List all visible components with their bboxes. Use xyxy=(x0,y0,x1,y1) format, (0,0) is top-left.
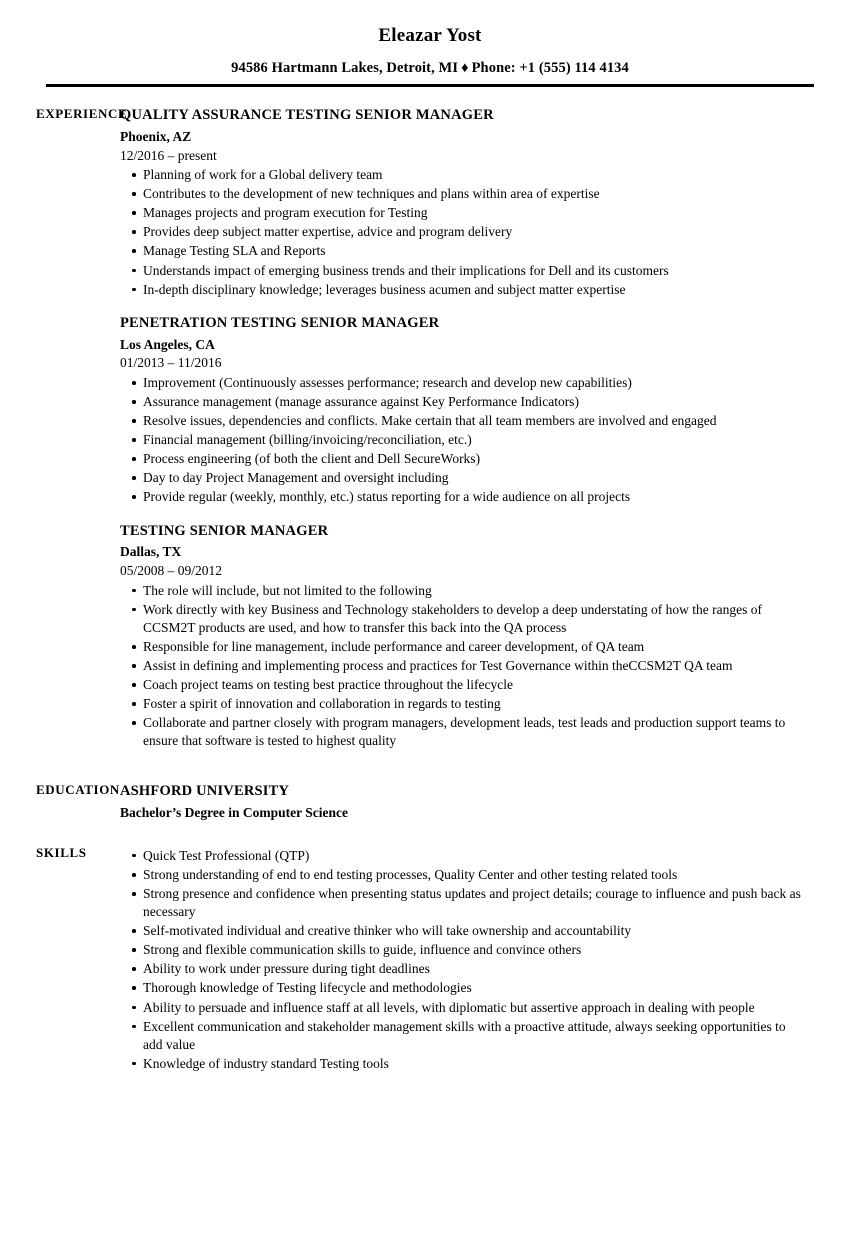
list-item: Financial management (billing/invoicing/reconciliation, etc.) xyxy=(120,431,808,449)
contact-phone: Phone: +1 (555) 114 4134 xyxy=(471,59,629,76)
list-item: Improvement (Continuously assesses performance; research and develop new capabilities) xyxy=(120,374,808,392)
resume-header xyxy=(0,0,860,87)
job-dates: 01/2013 – 11/2016 xyxy=(120,355,222,371)
section-experience xyxy=(0,106,860,751)
job-location: Phoenix, AZ xyxy=(120,128,192,144)
job-responsibility-list xyxy=(120,166,808,299)
candidate-name: Eleazar Yost xyxy=(378,25,482,46)
list-item: Strong understanding of end to end testing processes, Quality Center and other testing related tools xyxy=(120,866,808,884)
list-item: Strong presence and confidence when presenting status updates and project details; courage to influence and push back as necessary xyxy=(120,885,808,921)
list-item: Assurance management (manage assurance against Key Performance Indicators) xyxy=(120,393,808,411)
list-item: Planning of work for a Global delivery team xyxy=(120,166,808,184)
job-responsibility-list xyxy=(120,582,808,751)
list-item: Contributes to the development of new techniques and plans within area of expertise xyxy=(120,185,808,203)
list-item: Coach project teams on testing best practice throughout the lifecycle xyxy=(120,676,808,694)
list-item: Work directly with key Business and Technology stakeholders to develop a deep understating of how the ranges of CCSM2T products are used, and how to transfer this back into the QA process xyxy=(120,601,808,637)
section-label-education: EDUCATION xyxy=(36,782,120,798)
diamond-separator-icon: ♦ xyxy=(461,59,469,76)
list-item: Day to day Project Management and oversight including xyxy=(120,469,808,487)
job-responsibility-list xyxy=(120,374,808,507)
list-item: Understands impact of emerging business trends and their implications for Dell and its customers xyxy=(120,262,808,280)
list-item: Quick Test Professional (QTP) xyxy=(120,847,808,865)
experience-entries xyxy=(120,106,860,751)
section-skills xyxy=(0,845,860,1073)
education-entry xyxy=(120,782,808,821)
list-item: Ability to work under pressure during tight deadlines xyxy=(120,960,808,978)
list-item: Resolve issues, dependencies and conflicts. Make certain that all team members are involved and engaged xyxy=(120,412,808,430)
contact-line xyxy=(0,60,860,77)
list-item: Manage Testing SLA and Reports xyxy=(120,242,808,260)
contact-address: 94586 Hartmann Lakes, Detroit, MI xyxy=(231,59,459,76)
list-item: Process engineering (of both the client and Dell SecureWorks) xyxy=(120,450,808,468)
list-item: Responsible for line management, include performance and career development, of QA team xyxy=(120,638,808,656)
list-item: Excellent communication and stakeholder management skills with a proactive attitude, always seeking opportunities to add value xyxy=(120,1018,808,1054)
job-title: TESTING SENIOR MANAGER xyxy=(120,522,329,539)
section-label-experience: EXPERIENCE xyxy=(36,105,128,121)
job-dates: 05/2008 – 09/2012 xyxy=(120,563,223,579)
section-education xyxy=(0,782,860,821)
list-item: Knowledge of industry standard Testing tools xyxy=(120,1055,808,1073)
list-item: Foster a spirit of innovation and collaboration in regards to testing xyxy=(120,695,808,713)
list-item: Assist in defining and implementing process and practices for Test Governance within theCCSM2T QA team xyxy=(120,657,808,675)
list-item: Provides deep subject matter expertise, advice and program delivery xyxy=(120,223,808,241)
job-location: Dallas, TX xyxy=(120,544,182,560)
experience-entry xyxy=(120,106,808,299)
education-entries xyxy=(120,782,860,821)
education-school: ASHFORD UNIVERSITY xyxy=(120,783,290,800)
job-title: QUALITY ASSURANCE TESTING SENIOR MANAGER xyxy=(120,106,494,123)
list-item: Collaborate and partner closely with program managers, development leads, test leads and production support teams to ensure that software is tested to highest quality xyxy=(120,714,808,750)
education-degree: Bachelor’s Degree in Computer Science xyxy=(120,805,348,821)
job-title: PENETRATION TESTING SENIOR MANAGER xyxy=(120,314,440,331)
section-label-skills: SKILLS xyxy=(36,844,87,860)
experience-entry xyxy=(120,314,808,507)
list-item: Manages projects and program execution for Testing xyxy=(120,204,808,222)
job-dates: 12/2016 – present xyxy=(120,147,217,163)
job-location: Los Angeles, CA xyxy=(120,336,215,352)
skills-list xyxy=(120,847,808,1073)
list-item: Strong and flexible communication skills to guide, influence and convince others xyxy=(120,941,808,959)
list-item: Ability to persuade and influence staff at all levels, with diplomatic but assertive approach in dealing with people xyxy=(120,999,808,1017)
list-item: Thorough knowledge of Testing lifecycle and methodologies xyxy=(120,979,808,997)
list-item: Provide regular (weekly, monthly, etc.) status reporting for a wide audience on all projects xyxy=(120,488,808,506)
skills-entries xyxy=(120,845,860,1073)
list-item: The role will include, but not limited to the following xyxy=(120,582,808,600)
header-divider xyxy=(46,84,814,87)
experience-entry xyxy=(120,522,808,751)
list-item: Self-motivated individual and creative thinker who will take ownership and accountability xyxy=(120,922,808,940)
list-item: In-depth disciplinary knowledge; leverages business acumen and subject matter expertise xyxy=(120,281,808,299)
resume-body xyxy=(0,106,860,1073)
